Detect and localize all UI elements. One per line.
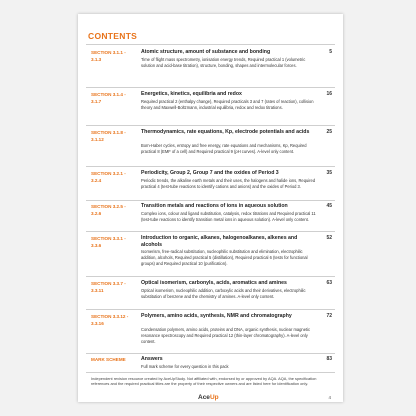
entry-heading: Periodicity, Group 2, Group 7 and the oxides of Period 3 [141,170,279,176]
entry-heading: Introduction to organic, alkanes, halogenoalkanes, alkenes and alcohols [141,235,298,248]
divider [86,372,335,373]
entry-description: Periodic trends, the alkaline earth metals and their uses, the halogens and halide ions, Required practical 4 (test-tube reactions to identify cations and anions) and the oxides of Period 3. [141,178,316,189]
divider [86,231,335,232]
entry-heading: Energetics, kinetics, equilibria and redox [141,91,242,97]
section-label: SECTION 3.3.12 - 3.3.16 [91,314,129,326]
page-number: 5 [329,49,332,55]
section-label: SECTION 3.2.5 - 3.2.6 [91,204,126,216]
disclaimer-footnote: Independent revision resource created by AceUpStudy. Not affiliated with, endorsed by or approved by AQA. AQA, the specification references and the required practical titles are the property of their respective owners and are listed here for identification only. [91,376,317,387]
divider [86,309,335,310]
entry-description: Isomerism, free-radical substitution, nucleophilic substitution and elimination, electrophilic addition, alcohols, Required practical 5 (distillation), Required practical 6 (tests for functional groups) and Required practical 10 (purification). [141,249,308,266]
entry-description: Born-Haber cycles, entropy and free energy, rate equations and mechanisms, Kp, Required practical 8 (EMF of a cell) and Required practical 9 (pH curves). A-level only content. [141,143,307,154]
page-title: CONTENTS [88,31,138,41]
page-number-footer: 4 [328,395,331,400]
section-label: SECTION 3.1.1 - 3.1.3 [91,50,126,62]
section-label: SECTION 3.3.1 - 3.3.6 [91,236,126,248]
divider [86,353,335,354]
page-number: 72 [326,313,332,319]
section-label: SECTION 3.1.4 - 3.1.7 [91,92,126,104]
section-label: SECTION 3.2.1 - 3.2.4 [91,171,126,183]
entry-description: Required practical 2 (enthalpy change), Required practicals 3 and 7 (rates of reaction), collision theory and Maxwell-Boltzmann, industrial equilibria, redox and redox titrations. [141,99,314,110]
entry-heading: Thermodynamics, rate equations, Kp, electrode potentials and acids [141,129,310,135]
brand-text-ace: Ace [198,394,210,401]
section-label: SECTION 3.1.8 - 3.1.12 [91,130,126,142]
entry-description: Full mark scheme for every question in this pack [141,364,229,369]
page-number: 45 [326,203,332,209]
divider [86,200,335,201]
entry-description: Complex ions, colour and ligand substitution, catalysis, redox titrations and Required practical 11 (test-tube reactions to identify transition metal ions in aqueous solution). A-level only content. [141,211,316,222]
brand-logo [198,394,219,401]
page-number: 35 [326,170,332,176]
page-number: 52 [326,235,332,241]
page-number: 16 [326,91,332,97]
page-number: 83 [326,356,332,362]
entry-heading: Atomic structure, amount of substance and bonding [141,49,271,55]
entry-heading: Optical isomerism, carbonyls, acids, aromatics and amines [141,280,287,286]
contents-page [78,14,343,402]
entry-heading: Answers [141,356,163,362]
entry-description: Time of flight mass spectrometry, ionisation energy trends, Required practical 1 (volumetric solution and acid-base titration), structure, bonding, shapes and intermolecular forces. [141,57,306,68]
entry-description: Condensation polymers, amino acids, proteins and DNA, organic synthesis, nuclear magnetic resonance spectroscopy and Required practical 12 (thin-layer chromatography). A-level only content. [141,327,311,344]
divider [86,276,335,277]
divider [86,125,335,126]
brand-text-up: Up [209,394,219,401]
section-label: SECTION 3.3.7 - 3.3.11 [91,281,126,293]
section-label: MARK SCHEME [91,357,126,362]
page-number: 63 [326,280,332,286]
entry-heading: Polymers, amino acids, synthesis, NMR and chromatography [141,313,292,319]
divider [86,87,335,88]
page-number: 25 [326,129,332,135]
entry-description: Optical isomerism, nucleophilic addition, carboxylic acids and their derivatives, electrophilic substitution of benzene and the chemistry of amines. A-level only content. [141,288,306,299]
divider [86,166,335,167]
title-divider [86,44,335,45]
entry-heading: Transition metals and reactions of ions in aqueous solution [141,203,288,209]
